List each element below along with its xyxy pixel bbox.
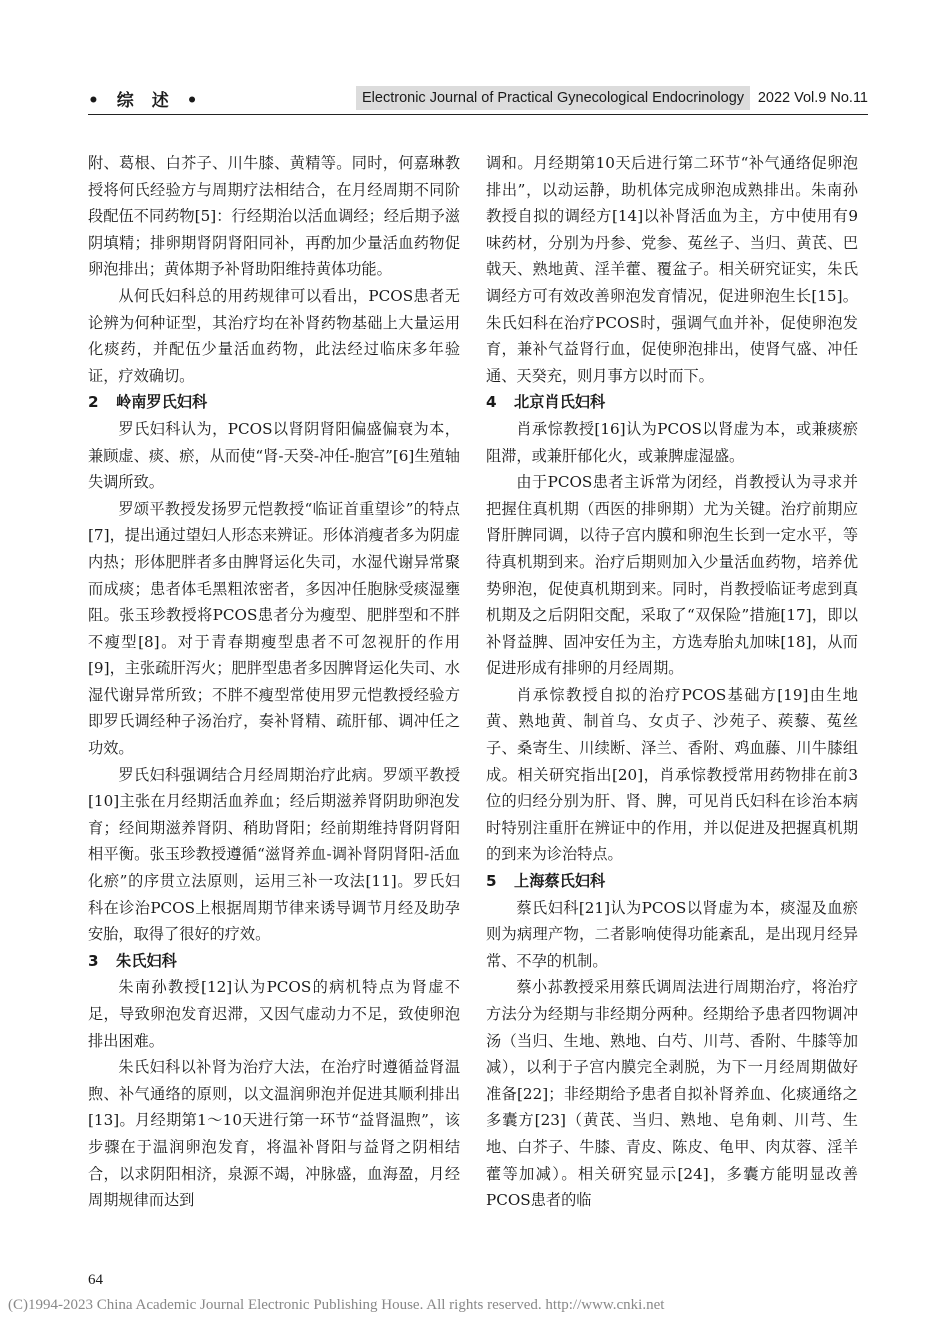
section-title: 朱氏妇科 xyxy=(116,951,177,970)
paragraph: 罗氏妇科认为，PCOS以肾阴肾阳偏盛偏衰为本，兼顾虚、痰、瘀，从而使“肾-天癸-冲任-胞宫”[6]生殖轴失调所致。 xyxy=(88,419,460,492)
section-title: 岭南罗氏妇科 xyxy=(116,393,208,412)
section-number: 4 xyxy=(486,393,497,412)
paragraph: 从何氏妇科总的用药规律可以看出，PCOS患者无论辨为何种证型，其治疗均在补肾药物基础上大量运用化痰药，并配伍少量活血药物，此法经过临床多年验证，疗效确切。 xyxy=(88,286,460,385)
section-number: 2 xyxy=(88,393,99,412)
paragraph: 由于PCOS患者主诉常为闭经，肖教授认为寻求并把握住真机期（西医的排卵期）尤为关键。治疗前期应肾肝脾同调，以待子宫内膜和卵泡生长到一定水平，等待真机期到来。治疗后期则加入少量活血药物，培养优势卵泡，促使真机期到来。同时，肖教授临证考虑到真机期及之后阴阳交配，采取了“双保险”措施[17]，即以补肾益脾、固冲安任为主，方选寿胎丸加味[18]，从而促进形成有排卵的月经周期。 xyxy=(486,473,858,678)
left-column xyxy=(88,150,460,1214)
paragraph: 蔡小荪教授采用蔡氏调周法进行周期治疗，将治疗方法分为经期与非经期分两种。经期给予患者四物调冲汤（当归、生地、熟地、白芍、川芎、香附、牛膝等加减），以利于子宫内膜完全剥脱，为下一月经周期做好准备[22]；非经期给予患者自拟补肾养血、化痰通络之多囊方[23]（黄芪、当归、熟地、皂角刺、川芎、生地、白芥子、牛膝、青皮、陈皮、龟甲、肉苁蓉、淫羊藿等加减）。相关研究显示[24]，多囊方能明显改善PCOS患者的临 xyxy=(486,978,858,1210)
section-heading xyxy=(486,868,858,895)
copyright-watermark: (C)1994-2023 China Academic Journal Electronic Publishing House. All rights reserved. http://www.cnki.net xyxy=(8,1297,665,1313)
issue-info: 2022 Vol.9 No.11 xyxy=(757,90,868,106)
section-heading xyxy=(88,389,460,416)
page-number: 64 xyxy=(88,1272,103,1288)
paragraph: 附、葛根、白芥子、川牛膝、黄精等。同时，何嘉琳教授将何氏经验方与周期疗法相结合，在月经周期不同阶段配伍不同药物[5]：行经期治以活血调经；经后期予滋阴填精；排卵期肾阴肾阳同补，再酌加少量活血药物促卵泡排出；黄体期予补肾助阳维持黄体功能。 xyxy=(88,154,460,279)
paragraph: 调和。月经期第10天后进行第二环节“补气通络促卵泡排出”，以动运静，助机体完成卵泡成熟排出。朱南孙教授自拟的调经方[14]以补肾活血为主，方中使用有9味药材，分别为丹参、党参、菟丝子、当归、黄芪、巴戟天、熟地黄、淫羊藿、覆盆子。相关研究证实，朱氏调经方可有效改善卵泡发育情况，促进卵泡生长[15]。朱氏妇科在治疗PCOS时，强调气血并补，促使卵泡发育，兼补气益肾行血，促使卵泡排出，使肾气盛、冲任通、天癸充，则月事方以时而下。 xyxy=(486,154,858,385)
paragraph: 肖承悰教授自拟的治疗PCOS基础方[19]由生地黄、熟地黄、制首乌、女贞子、沙苑子、蒺藜、菟丝子、桑寄生、川续断、泽兰、香附、鸡血藤、川牛膝组成。相关研究指出[20]，肖承悰教授常用药物排在前3位的归经分别为肝、肾、脾，可见肖氏妇科在诊治本病时特别注重肝在辨证中的作用，并以促进及把握真机期的到来为诊治特点。 xyxy=(486,685,858,864)
right-column xyxy=(486,150,858,1214)
section-title: 北京肖氏妇科 xyxy=(514,393,606,412)
section-heading xyxy=(486,389,858,416)
section-heading xyxy=(88,948,460,975)
running-header xyxy=(88,86,868,115)
section-number: 5 xyxy=(486,872,497,891)
section-label: • 综 述 • xyxy=(88,91,204,111)
section-number: 3 xyxy=(88,951,99,970)
paragraph: 肖承悰教授[16]认为PCOS以肾虚为本，或兼痰瘀阻滞，或兼肝郁化火，或兼脾虚湿盛。 xyxy=(486,419,858,465)
paragraph: 朱氏妇科以补肾为治疗大法，在治疗时遵循益肾温煦、补气通络的原则，以文温润卵泡并促进其顺利排出[13]。月经期第1～10天进行第一环节“益肾温煦”，该步骤在于温润卵泡发育，将温补肾阳与益肾之阴相结合，以求阴阳相济，泉源不竭，冲脉盛，血海盈，月经周期规律而达到 xyxy=(88,1058,460,1210)
paragraph: 罗颂平教授发扬罗元恺教授“临证首重望诊”的特点[7]，提出通过望妇人形态来辨证。形体消瘦者多为阴虚内热；形体肥胖者多由脾肾运化失司，水湿代谢异常聚而成痰；患者体毛黑粗浓密者，多因冲任胞脉受痰湿壅阻。张玉珍教授将PCOS患者分为瘦型、肥胖型和不胖不瘦型[8]。对于青春期瘦型患者不可忽视肝的作用[9]，主张疏肝泻火；肥胖型患者多因脾肾运化失司、水湿代谢异常所致；不胖不瘦型常使用罗元恺教授经验方即罗氏调经种子汤治疗，奏补肾精、疏肝郁、调冲任之功效。 xyxy=(88,499,460,758)
section-title: 上海蔡氏妇科 xyxy=(514,872,606,891)
paragraph: 朱南孙教授[12]认为PCOS的病机特点为肾虚不足，导致卵泡发育迟滞，又因气虚动力不足，致使卵泡排出困难。 xyxy=(88,978,460,1050)
paragraph: 罗氏妇科强调结合月经周期治疗此病。罗颂平教授[10]主张在月经期活血养血；经后期滋养肾阴助卵泡发育；经间期滋养肾阴、稍助肾阳；经前期维持肾阴肾阳相平衡。张玉珍教授遵循“滋肾养血-调补肾阴肾阳-活血化瘀”的序贯立法原则，运用三补一攻法[11]。罗氏妇科在诊治PCOS上根据周期节律来诱导调节月经及助孕安胎，取得了很好的疗效。 xyxy=(88,765,460,944)
paragraph: 蔡氏妇科[21]认为PCOS以肾虚为本，痰湿及血瘀则为病理产物，二者影响使得功能紊乱，是出现月经异常、不孕的机制。 xyxy=(486,898,858,970)
journal-name: Electronic Journal of Practical Gynecological Endocrinology xyxy=(356,86,750,110)
